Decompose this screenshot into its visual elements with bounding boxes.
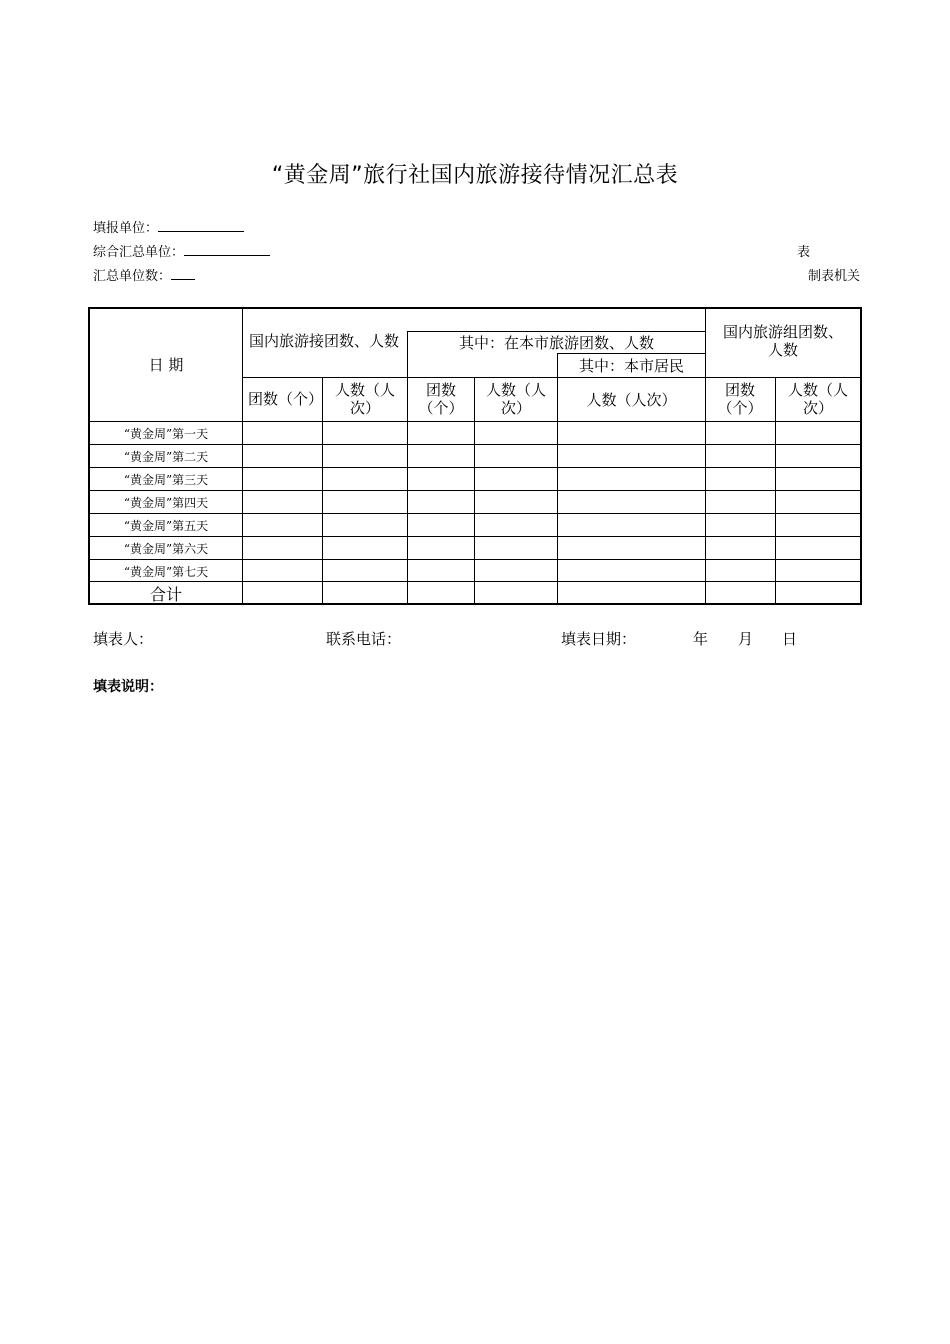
year-label: 年	[693, 630, 709, 648]
row-label-day-5: “黄金周”第五天	[123, 518, 209, 533]
date-header: 日 期	[148, 356, 184, 374]
filler-label: 填表人：	[93, 630, 154, 648]
col-line-6	[705, 307, 706, 603]
col-line-3	[407, 331, 408, 603]
local-resident-header: 其中：本市居民	[578, 356, 684, 375]
day-label: 日	[782, 630, 798, 648]
sub-people-header: 人数（人次）	[334, 381, 395, 417]
row-label-total: 合计	[149, 584, 182, 604]
sub-people-long-header: 人数（人次）	[586, 390, 677, 409]
sub-groups-header: 团数（个）	[418, 381, 464, 417]
col-line-4	[474, 377, 475, 603]
col-line-date	[242, 307, 243, 603]
unit-count-blank	[171, 267, 195, 280]
group-reception-header: 国内旅游接团数、人数	[248, 332, 399, 350]
summary-table	[88, 307, 862, 605]
summary-unit-line	[93, 241, 270, 260]
unit-count-label: 汇总单位数：	[93, 269, 172, 284]
summary-unit-blank	[184, 243, 270, 256]
col-line-7	[775, 377, 776, 603]
phone-label: 联系电话：	[326, 630, 402, 648]
col-line-2	[322, 377, 323, 603]
date-label: 填表日期：	[561, 630, 637, 648]
form-code-label: 表	[797, 245, 811, 260]
organized-header: 国内旅游组团数、人数	[722, 323, 843, 359]
row-label-day-4: “黄金周”第四天	[123, 495, 209, 510]
row-label-day-6: “黄金周”第六天	[123, 541, 209, 556]
unit-count-line	[93, 265, 195, 284]
fill-unit-line	[93, 217, 244, 236]
page-title: “黄金周”旅行社国内旅游接待情况汇总表	[271, 163, 679, 188]
row-label-day-3: “黄金周”第三天	[123, 472, 209, 487]
fill-unit-blank	[158, 219, 244, 232]
sub-groups-header: 团数（个）	[717, 381, 763, 417]
row-label-day-1: “黄金周”第一天	[123, 426, 209, 441]
month-label: 月	[738, 630, 754, 648]
notes-label: 填表说明：	[93, 679, 163, 695]
row-label-day-7: “黄金周”第七天	[123, 564, 209, 579]
summary-unit-label: 综合汇总单位：	[93, 245, 185, 260]
fill-unit-label: 填报单位：	[93, 221, 159, 236]
issuer-label: 制表机关	[808, 269, 861, 284]
row-label-day-2: “黄金周”第二天	[123, 449, 209, 464]
sub-groups-header: 团数（个）	[248, 390, 324, 408]
local-tour-header: 其中：在本市旅游团数、人数	[458, 333, 654, 352]
sub-people-header: 人数（人次）	[485, 381, 546, 417]
sub-people-header: 人数（人次）	[787, 381, 848, 417]
